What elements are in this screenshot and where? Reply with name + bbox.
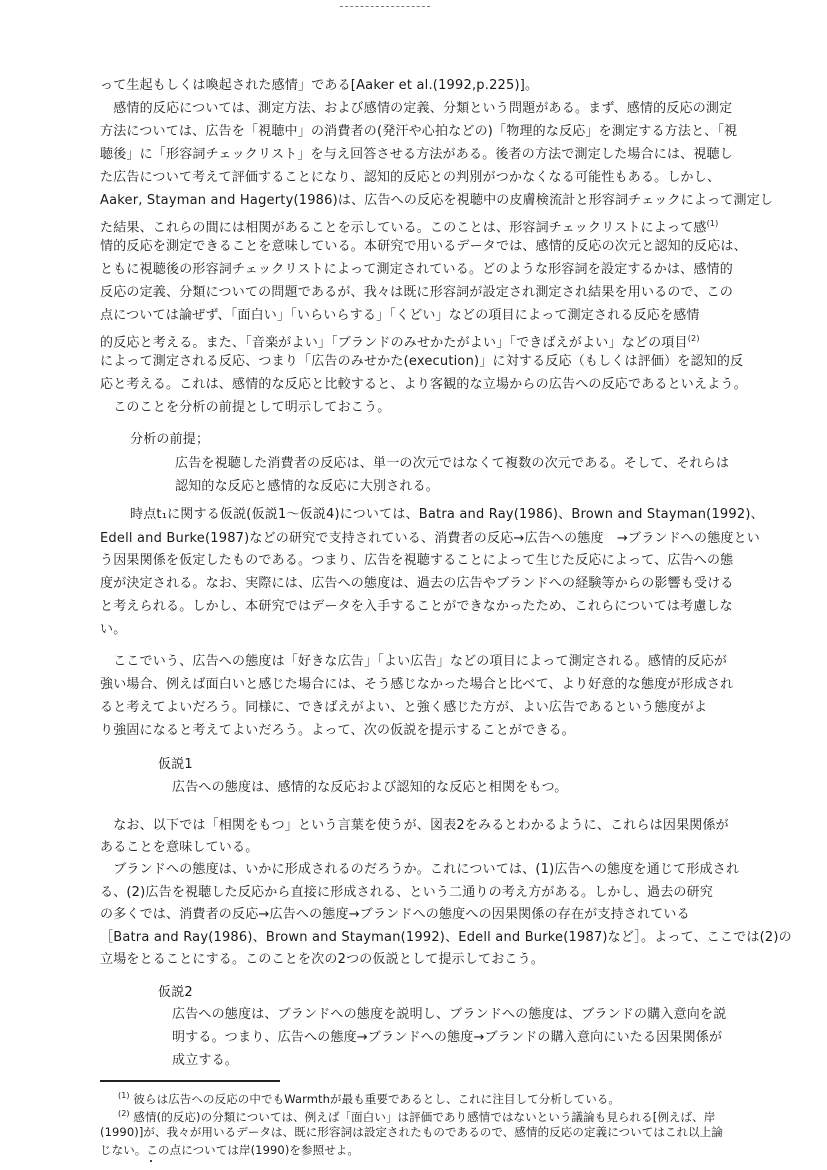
hypothesis-2-text: 明する。つまり、広告への態度→ブランドへの態度→ブランドの購入意向にいたる因果関係が [172,1030,723,1045]
premise-line: 広告を視聴した消費者の反応は、単一の次元ではなくて複数の次元である。そして、それらは [175,456,730,471]
footnote-2-continued: じない。この点については岸(1990)を参照せよ。 [100,1143,360,1157]
body-line: の多くでは、消費者の反応→広告への態度→ブランドへの態度への因果関係の存在が支持されている [100,907,690,922]
body-line: 点については論ぜず、「面白い」「いらいらする」「くどい」などの項目によって測定される反応を感情 [100,308,700,323]
premise-line: 認知的な反応と感情的な反応に大別される。 [175,479,440,494]
hypothesis-intro-line: と考えられる。しかし、本研究ではデータを入手することができなかったため、これらについては考慮しな [100,599,733,614]
body-line: た広告について考えて評価することになり、認知的反応との判別がつかなくなる可能性もある。しかし、 [100,170,721,185]
body-line: ［Batra and Ray(1986)、Brown and Stayman(1992)、Edell and Burke(1987)など］。よって、ここでは(2)の [100,930,792,945]
body-line: 反応の定義、分類についての問題であるが、我々は既に形容詞が設定され測定され結果を用いるので、この [100,285,734,300]
body-line: た結果、これらの間には相関があることを示している。このことは、形容詞チェックリストによって感$^{(1)}$ [100,219,719,236]
hypothesis-intro-line: い。 [100,622,127,637]
body-line: ともに視聴後の形容詞チェックリストによって測定されている。どのような形容詞を設定するかは、感情的 [100,262,733,277]
footnote-1: $^{(1)}$ 彼らは広告への反応の中でもWarmthが最も重要であるとし、これに注目して分析している。 [118,1091,621,1106]
hypothesis-2-heading: 仮説2 [158,985,193,1000]
body-line: によって測定される反応、つまり「広告のみせかた(execution)」に対する反応（もしくは評価）を認知的反 [100,354,744,369]
body-line: 感情的反応については、測定方法、および感情の定義、分類という問題がある。まず、感情的反応の測定 [100,101,733,116]
scan-speck [150,1160,152,1162]
body-line: ブランドへの態度は、いかに形成されるのだろうか。これについては、(1)広告への態度を通じて形成され [100,862,740,877]
body-line: 聴後」に「形容詞チェックリスト」を与え回答させる方法がある。後者の方法で測定した場合には、視聴し [100,147,733,162]
body-line: 的反応と考える。また、「音楽がよい」「ブランドのみせかたがよい」「できばえがよい」などの項目$^{(2)}$ [100,334,700,351]
footnote-ref-1: (1) [706,219,719,228]
body-line: このことを分析の前提として明示しておこう。 [100,400,391,415]
body-line: なお、以下では「相関をもつ」という言葉を使うが、図表2をみるとわかるように、これらは因果関係が [100,818,729,833]
body-line: る、(2)広告を視聴した反応から直接に形成される、という二通りの考え方がある。しかし、過去の研究 [100,885,714,900]
hypothesis-1-text: 広告への態度は、感情的な反応および認知的な反応と相関をもつ。 [172,780,568,795]
hypothesis-1-heading: 仮説1 [158,757,193,772]
footnote-2: $^{(2)}$ 感情(的反応)の分類については、例えば「面白い」は評価であり感情ではないという議論も見られる[例えば、岸 [118,1109,716,1124]
body-line: Aaker, Stayman and Hagerty(1986)は、広告への反応を視聴中の皮膚検流計と形容詞チェックによって測定し [100,193,774,208]
hypothesis-2-text: 成立する。 [172,1053,239,1068]
footnote-ref-2: (2) [687,334,700,343]
hypothesis-2-text: 広告への態度は、ブランドへの態度を説明し、ブランドへの態度は、ブランドの購入意向を説 [172,1007,727,1022]
body-line: って生起もしくは喚起された感情」である[Aaker et al.(1992,p.225)]。 [100,78,539,93]
top-rule [340,6,430,7]
body-line: ここでいう、広告への態度は「好きな広告」「よい広告」などの項目によって測定される。感情的反応が [100,654,728,669]
premise-heading: 分析の前提； [130,432,210,447]
body-line: り強固になると考えてよいだろう。よって、次の仮説を提示することができる。 [100,723,575,738]
body-line: 方法については、広告を「視聴中」の消費者の(発汗や心拍などの)「物理的な反応」を測定する方法と、「視 [100,124,738,139]
body-line: 強い場合、例えば面白いと感じた場合には、そう感じなかった場合と比べて、より好意的な態度が形成され [100,677,734,692]
hypothesis-intro-line: Edell and Burke(1987)などの研究で支持されている、消費者の反応→広告への態度 →ブランドへの態度とい [100,531,760,546]
footnote-2-continued: (1990)]が、我々が用いるデータは、既に形容詞は設定されたものであるので、感情的反応の定義についてはこれ以上論 [100,1125,723,1139]
hypothesis-intro-line: 時点t₁に関する仮説(仮説1～仮説4)については、Batra and Ray(1986)、Brown and Stayman(1992)、 [130,507,764,522]
hypothesis-intro-line: う因果関係を仮定したものである。つまり、広告を視聴することによって生じた反応によって、広告への態 [100,553,734,568]
body-line: 応と考える。これは、感情的な反応と比較すると、より客観的な立場からの広告への反応であるといえよう。 [100,377,747,392]
body-line: ると考えてよいだろう。同様に、できばえがよい、と強く感じた方が、よい広告であるという態度がよ [100,700,708,715]
footnote-rule [100,1080,280,1082]
body-line: あることを意味している。 [100,840,259,855]
hypothesis-intro-line: 度が決定される。なお、実際には、広告への態度は、過去の広告やブランドへの経験等からの影響も受ける [100,576,734,591]
body-line: 立場をとることにする。このことを次の2つの仮説として提示しておこう。 [100,952,545,967]
body-line: 情的反応を測定できることを意味している。本研究で用いるデータでは、感情的反応の次元と認知的反応は、 [100,239,747,254]
